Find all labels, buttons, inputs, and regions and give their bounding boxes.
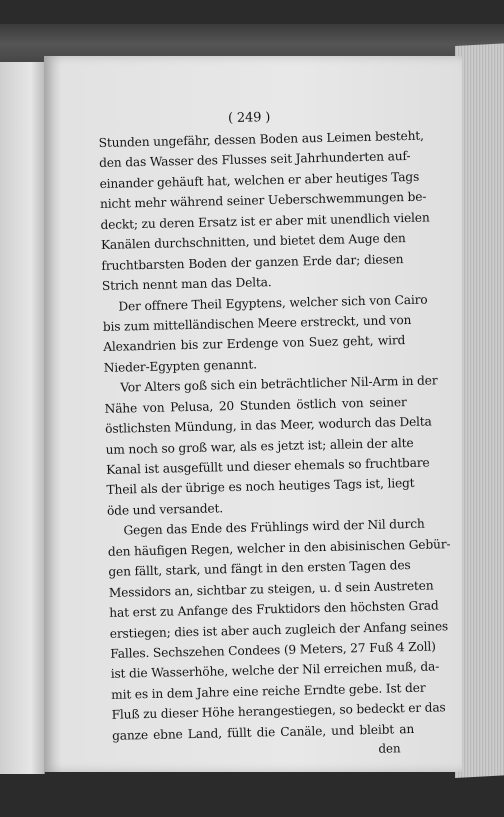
text-line: nicht mehr während seiner Ueberschwemmungen be-: [99, 189, 427, 212]
text-line: mit es in dem Jahre eine reiche Erndte gebe. Ist der: [111, 680, 426, 702]
text-line: fruchtbarsten Boden der ganzen Erde dar; diesen: [101, 251, 404, 273]
text-line: einander gehäuft hat, welchen er aber heutiges Tags: [99, 169, 420, 191]
text-line: hat erst zu Anfange des Fruktidors den höchsten Grad: [109, 598, 439, 620]
text-line: Stunden ungefähr, dessen Boden aus Leimen besteht,: [98, 128, 424, 150]
text-line: Alexandrien bis zur Erdenge von Suez geht, wird: [103, 333, 406, 355]
text-line: den häufigen Regen, welcher in den abisinischen Gebür-: [107, 536, 451, 559]
text-line: östlichsten Mündung, in das Meer, wodurch das Delta: [105, 414, 432, 437]
text-line: Strich nennt man das Delta.: [101, 275, 272, 294]
text-line: bis zum mittelländischen Meere erstreckt, und von: [102, 312, 412, 334]
text-line: um noch so groß war, als es jetzt ist; allein der alte: [105, 435, 414, 457]
text-line: gen fällt, stark, und fängt in den ersten Tagen des: [108, 558, 411, 580]
text-line: Fluß zu dieser Höhe herangestiegen, so bedeckt er das: [111, 700, 446, 723]
text-line: Messidors an, sichtbar zu steigen, u. d sein Austreten: [108, 578, 434, 600]
text-line: Theil als der übrige es noch heutiges Tags ist, liegt: [106, 476, 415, 498]
text-line: Nähe von Pelusa, 20 Stunden östlich von seiner: [104, 394, 407, 416]
text-line: Falles. Sechszehen Condees (9 Meters, 27 Fuß 4 Zoll): [110, 639, 436, 661]
catchword: den: [378, 741, 401, 756]
page-number: ( 249 ): [227, 110, 271, 127]
text-line: ganze ebne Land, füllt die Canäle, und bleibt an: [111, 721, 415, 743]
text-line: erstiegen; dies ist aber auch zugleich der Anfang seines: [109, 618, 449, 641]
text-line: Kanal ist ausgefüllt und dieser ehemals so fruchtbare: [105, 455, 430, 477]
page-edges: [455, 43, 504, 778]
text-line: deckt; zu deren Ersatz ist er aber mit unendlich vielen: [100, 210, 430, 232]
text-line: den das Wasser des Flusses seit Jahrhunderten auf-: [98, 149, 411, 171]
text-line: Gegen das Ende des Frühlings wird der Nil durch: [123, 517, 425, 538]
text-line: Nieder-Egypten genannt.: [103, 357, 258, 375]
text-line: Vor Alters goß sich ein beträchtlicher Nil-Arm in der: [120, 373, 438, 395]
text-line: Kanälen durchschnitten, und bietet dem Auge den: [100, 231, 406, 253]
page-text: [98, 106, 451, 764]
text-line: ist die Wasserhöhe, welche der Nil erreichen muß, da-: [110, 659, 440, 682]
text-lines: [98, 126, 451, 746]
text-line: öde und versandet.: [106, 501, 224, 518]
text-line: Der offnere Theil Egyptens, welcher sich von Cairo: [118, 292, 428, 314]
facing-page: [0, 62, 45, 774]
